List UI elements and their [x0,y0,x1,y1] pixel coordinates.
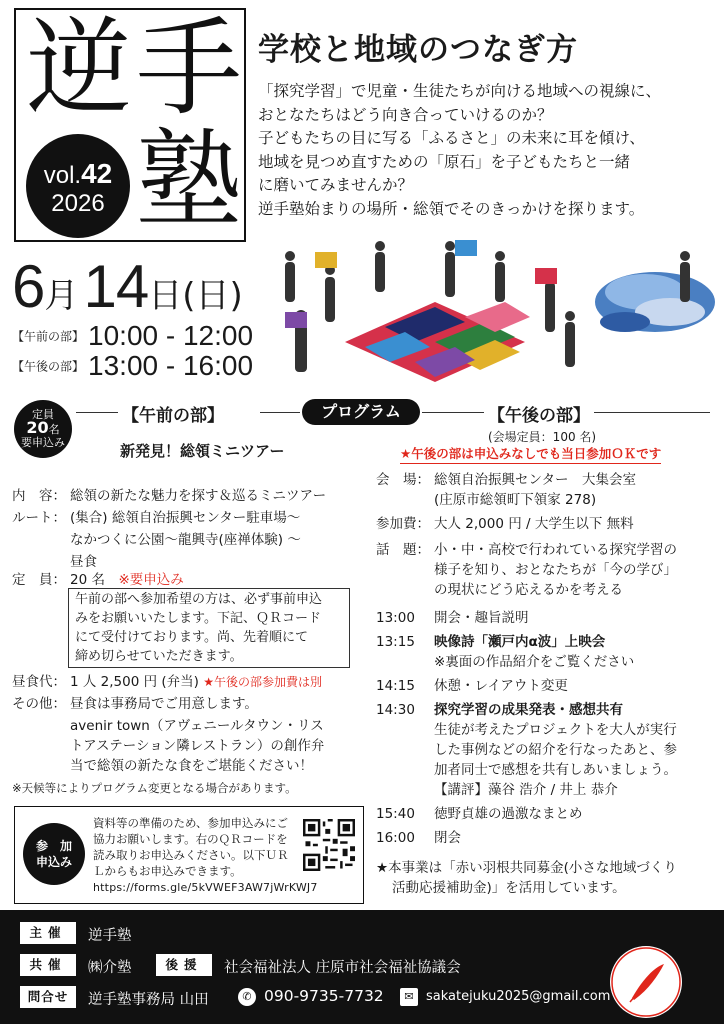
am-route-row [12,508,300,528]
email-address[interactable]: sakatejuku2025@gmail.com [426,989,611,1004]
pm-section-title: 【午後の部】 [484,401,594,426]
am-subtitle: 新発見！総領ミニツアー [120,442,285,460]
vol-number: 42 [81,158,113,189]
row-key: その他： [12,696,66,712]
schedule-title: 開会・趣旨説明 [434,610,529,626]
date-month: 6 [12,253,45,320]
notice-line: 締め切らせていただきます。 [75,649,243,664]
am-other-line: avenir town（アヴェニールタウン・リス [70,718,324,734]
row-value: 大人 2,000 円 / 大学生以下 無料 [434,516,634,532]
intro-text [258,80,718,221]
pm-fee-row [376,514,634,534]
vol-year: 2026 [51,190,105,217]
phone-number[interactable]: 090-9735-7732 [264,987,384,1005]
notice-line: にて受付けております。尚、先着順にて [75,630,308,645]
intro-line: 地域を見つめ直すための「原石」を子どもたちと一緒 [258,152,631,171]
time-value: 10:00 - 12:00 [88,320,254,351]
quota-label: 定員 [32,408,54,421]
logo-char-gyaku: 逆 [26,7,132,130]
contact-label: 問合せ [20,986,76,1008]
row-value: 1 人 2,500 円 (弁当) [70,674,199,690]
apply-url-link[interactable]: https://forms.gle/5kVWEF3AW7jWrKWJ7 [93,881,318,894]
support-label: 後援 [156,954,212,976]
am-other-row [12,694,258,714]
pm-topic-line: の現状にどう応えるかを考える [434,582,623,598]
divider-line [422,412,486,413]
pm-capacity: (会場定員：100 名) [488,430,597,444]
intro-line: に磨いてみませんか？ [258,176,414,194]
cohost-label: 共催 [20,954,76,976]
logo-char-te: 手 [136,7,242,130]
time-pm [12,350,253,382]
row-key: 参加費： [376,516,430,532]
pm-venue-row [376,470,636,490]
quota-note: 要申込み [21,436,65,449]
footer [0,910,724,1024]
row-key: 昼食代： [12,674,66,690]
row-key: 会 場： [376,472,430,488]
organizer-label: 主催 [20,922,76,944]
fee-note: ★午後の部参加費は別 [203,675,322,689]
row-value: 小・中・高校で行われている探究学習の [434,542,677,558]
cohost-name: ㈱介塾 [88,960,132,976]
schedule-time: 15:40 [376,806,415,822]
pm-topic-line: 様子を知り、おとなたちが「今の学び」 [434,562,677,578]
schedule-detail: した事例などの紹介を行なったあと、参 [434,742,677,758]
funding-note: ★本事業は「赤い羽根共同募金(小さな地域づくり [376,860,677,876]
schedule-time: 14:15 [376,678,415,694]
quota-number: 20 [26,418,49,437]
row-value: 昼食は事務局でご用意します。 [70,696,258,712]
row-key: ルート： [12,510,66,526]
quota-unit: 名 [48,423,60,436]
am-route-line: なかつくに公園～龍興寺(座禅体験) ～ [70,532,301,548]
row-key: 内 容： [12,488,66,504]
am-content-row [12,486,326,506]
date-weekday: (日) [182,276,243,316]
row-key: 定 員： [12,572,66,588]
schedule-item [376,632,605,652]
intro-line: 逆手塾始まりの場所・総領でそのきっかけを探ります。 [258,199,645,218]
schedule-title: 徳野貞雄の過激なまとめ [434,806,583,822]
time-value: 13:00 - 16:00 [88,350,254,381]
schedule-time: 13:00 [376,610,415,626]
divider-line [260,412,300,413]
organizer-name: 逆手塾 [88,928,132,944]
apply-text: 資料等の準備のため、参加申込みにご協力お願いします。右のＱＲコードを読み取りお申込みください。以下ＵＲＬからもお申込みできます。 [93,816,289,878]
schedule-title: 閉会 [434,830,461,846]
support-name: 社会福祉法人 庄原市社会福祉協議会 [224,960,461,976]
contact-name: 逆手塾事務局 山田 [88,992,209,1008]
schedule-item [376,676,568,696]
intro-line: おとなたちはどう向き合っていけるのか？ [258,105,553,124]
schedule-detail: 【講評】藻谷 浩介 / 井上 恭介 [434,782,618,798]
schedule-detail: 生徒が考えたプロジェクトを大人が実行 [434,722,677,738]
apply-box [14,806,364,904]
intro-line: 子どもたちの目に写る「ふるさと」の未来に耳を傾け、 [258,129,645,147]
volume-badge [26,134,130,238]
row-value: 20 名 [70,572,105,588]
schedule-time: 14:30 [376,702,415,718]
pm-venue-address: (庄原市総領町下領家 278) [434,492,597,508]
program-label: プログラム [302,399,420,425]
logo-box [14,8,246,242]
date-day: 14 [83,253,149,320]
intro-line: 「探究学習」で児童・生徒たちが向ける地域への視線に、 [258,82,662,100]
apply-badge-line: 参 加 [35,839,72,853]
date-month-unit: 月 [44,276,79,316]
schedule-item [376,608,529,628]
am-notice-box [68,588,350,668]
schedule-title: 映像詩「瀬戸内α波」上映会 [434,634,606,650]
am-section-title: 【午前の部】 [118,401,228,426]
notice-line: みをお願いいたします。下記、ＱＲコード [75,611,321,626]
time-am [12,320,253,352]
am-other-line: トアステーション隣レストラン）の創作弁 [70,738,325,754]
date-day-unit: 日 [148,276,183,316]
row-key: 話 題： [376,542,430,558]
time-label: 【午後の部】 [12,359,85,374]
schedule-item [376,828,461,848]
phone-icon: ✆ [238,988,256,1006]
funding-note: 活動応援補助金)」を活用しています。 [392,880,626,896]
am-lunch-row [12,672,322,692]
quota-badge [14,400,72,458]
schedule-title: 休憩・レイアウト変更 [434,678,568,694]
notice-line: 午前の部へ参加希望の方は、必ず事前申込 [75,592,323,607]
row-value: (集合) 総領自治振興センター駐車場～ [70,510,301,526]
am-route-line: 昼食 [70,554,97,570]
schedule-detail: ※裏面の作品紹介をご覧ください [434,654,635,670]
qr-code-icon[interactable] [303,819,355,871]
puzzle-cluster-right [595,272,715,332]
weather-note: ※天候等によりプログラム変更となる場合があります。 [12,781,297,795]
schedule-title: 探究学習の成果発表・感想共有 [434,702,623,718]
logo-char-juku: 塾 [136,119,242,242]
row-value: 総領の新たな魅力を探す＆巡るミニツアー [70,488,327,504]
pm-topic-row [376,540,677,560]
red-feather-seal-icon [610,946,682,1018]
required-note: ※要申込み [118,572,184,588]
time-label: 【午前の部】 [12,329,85,344]
apply-badge-line: 申込み [35,855,72,869]
event-date [12,252,243,321]
schedule-time: 13:15 [376,634,415,650]
apply-badge [23,823,85,885]
divider-line [590,412,710,413]
schedule-time: 16:00 [376,830,415,846]
puzzle-floor [345,302,530,382]
envelope-icon: ✉ [400,988,418,1006]
headline: 学校と地域のつなぎ方 [258,32,578,68]
vol-prefix: vol. [43,162,82,189]
am-other-line: 当で総領の新たな食をご堪能ください！ [70,758,313,774]
am-capacity-row [12,570,184,590]
row-value: 総領自治振興センター 大集会室 [434,472,636,488]
schedule-item [376,700,623,720]
schedule-detail: 加者同士で感想を共有しあいましょう。 [434,762,677,778]
pm-walkin-note: ★午後の部は申込みなしでも当日参加ＯＫです [400,444,661,464]
puzzle-people-illustration [265,232,724,402]
schedule-item [376,804,583,824]
